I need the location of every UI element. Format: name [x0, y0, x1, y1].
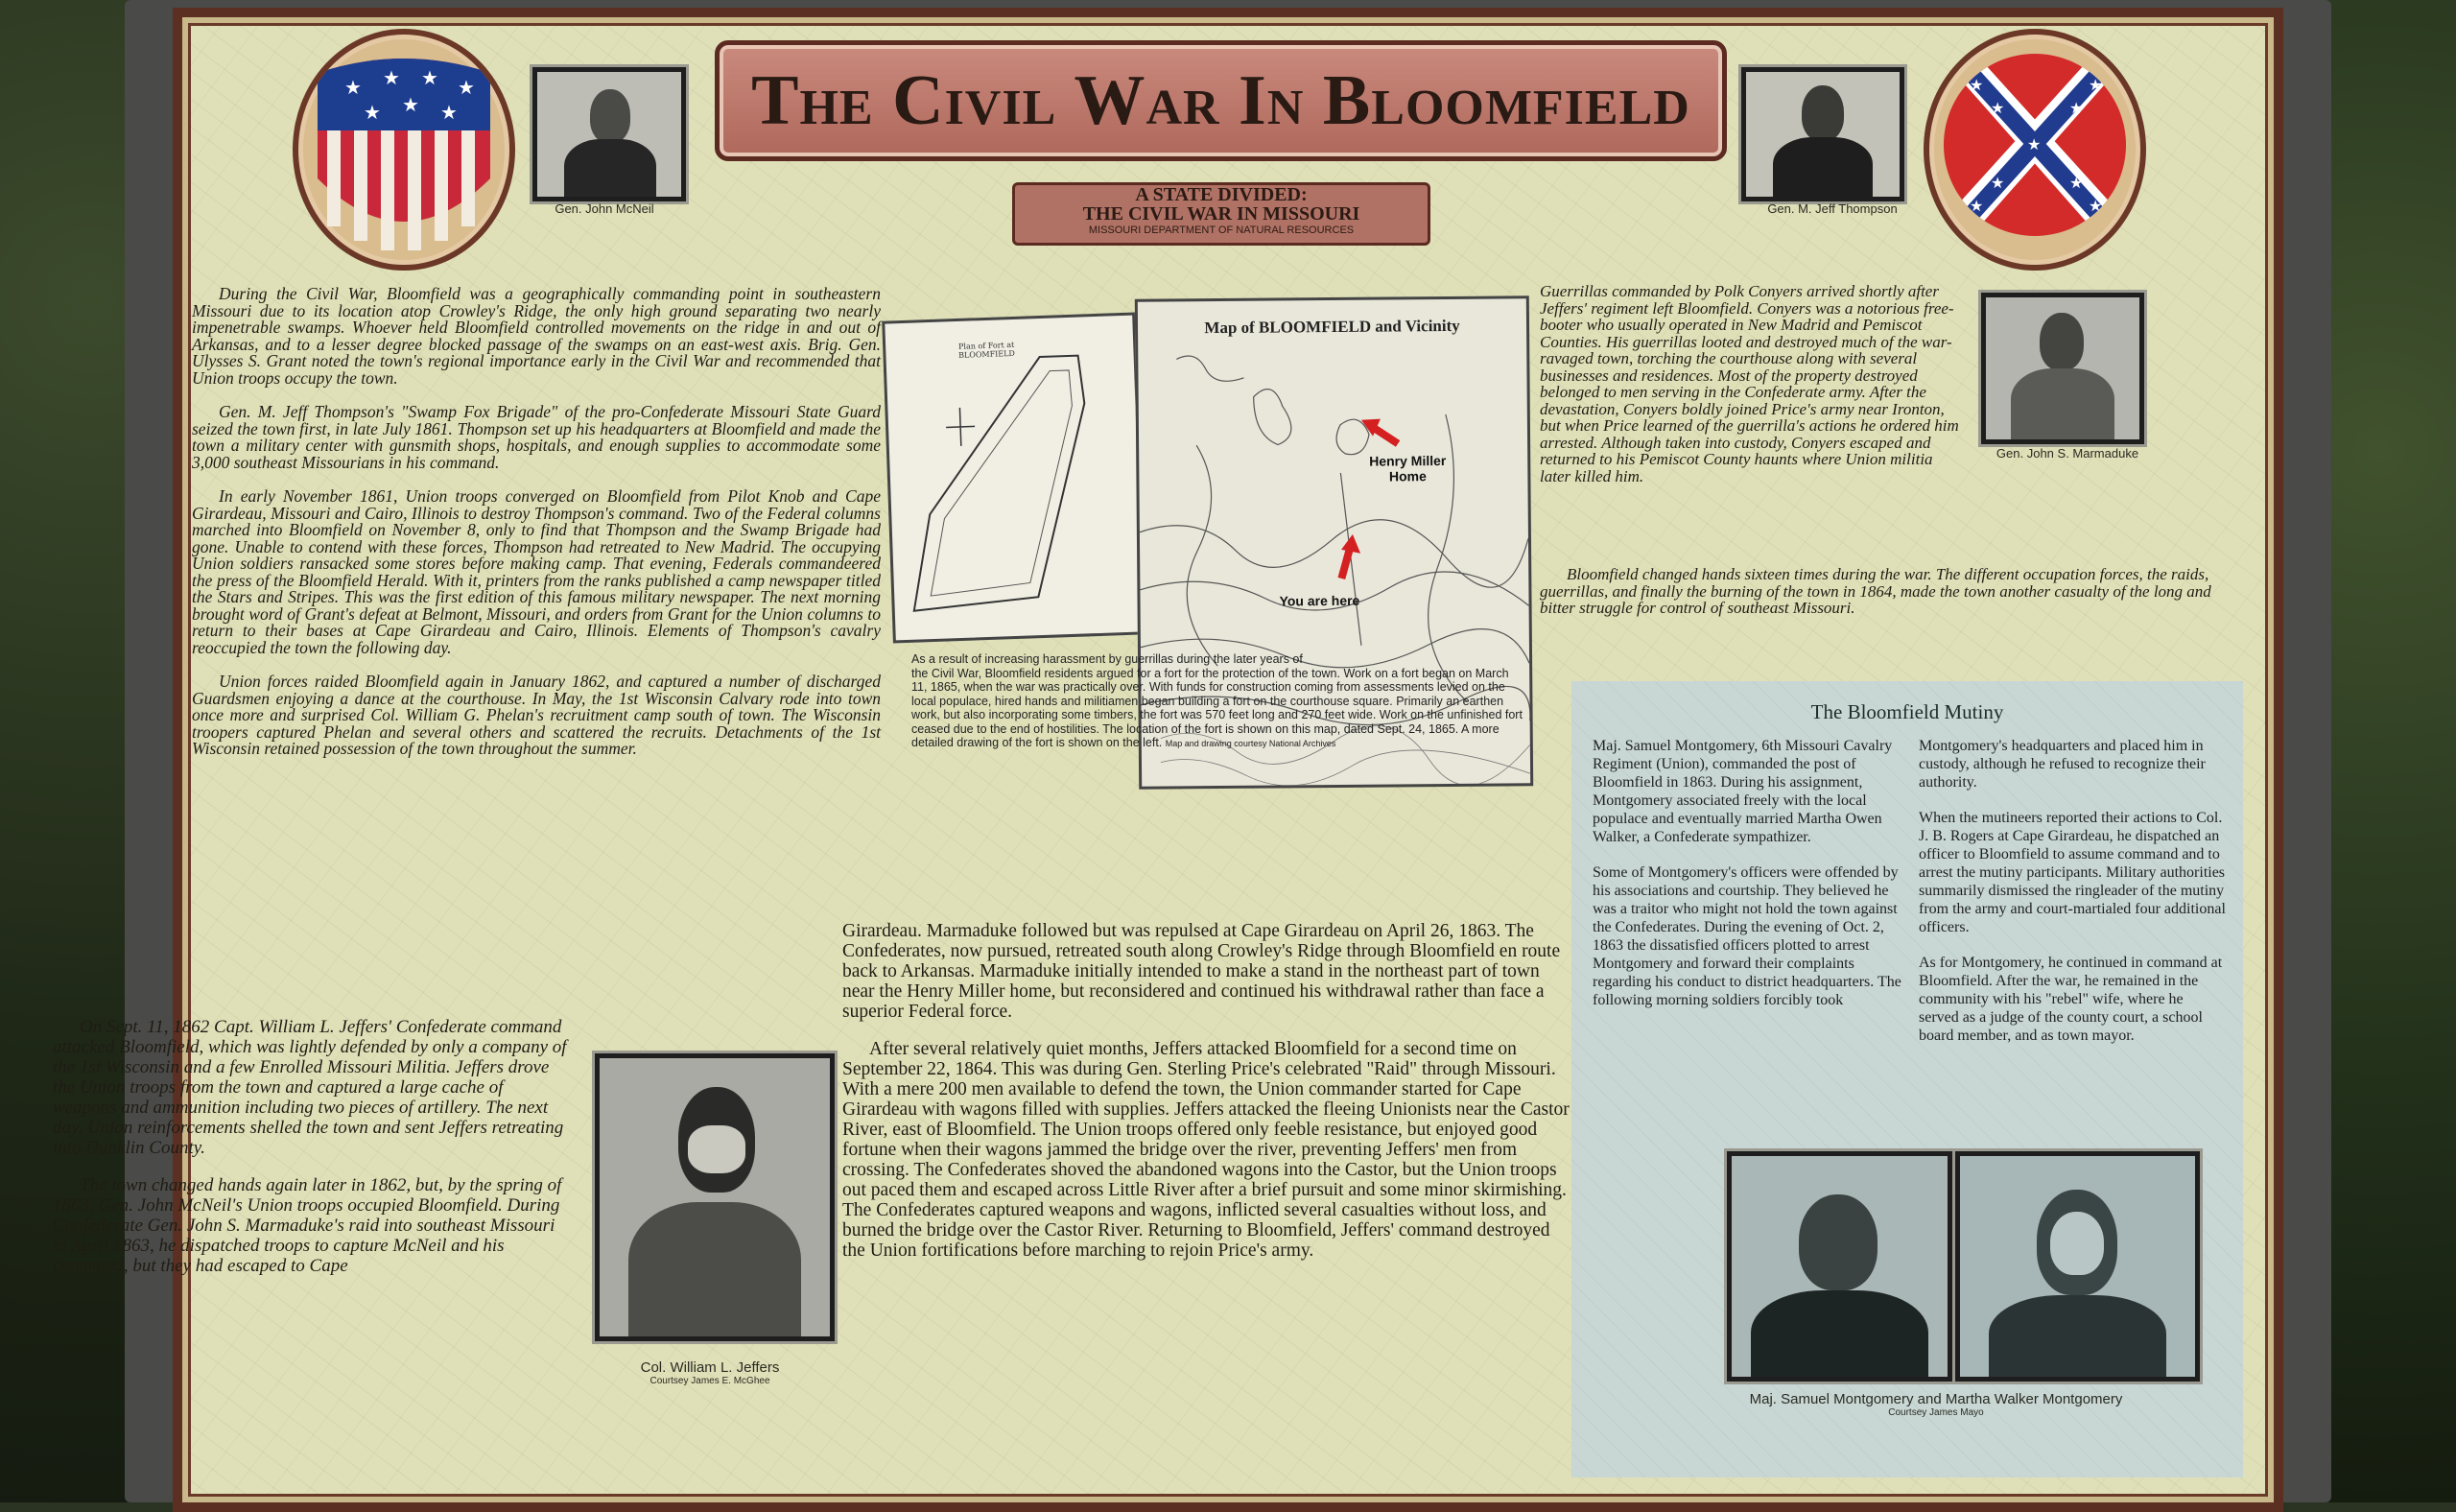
subtitle-line3: MISSOURI DEPARTMENT OF NATURAL RESOURCES: [1088, 224, 1355, 236]
caption-montgomery-names: Maj. Samuel Montgomery and Martha Walker Montgomery: [1749, 1391, 2123, 1407]
svg-text:★: ★: [2027, 135, 2042, 154]
map-label-henry-miller-home: Henry Miller Home: [1369, 452, 1447, 484]
caption-jeffers-name: Col. William L. Jeffers: [640, 1359, 780, 1376]
paragraph: During the Civil War, Bloomfield was a geographically commanding point in southeastern Missouri due to its location atop Crowley's Ridge, the only high ground separating two nearly impenetrable swamps. Whoever held Bloomfield controlled movements on the ridge in and out of Arkansas, and to a lesser degree blocked passage of the swamps on an east-west axis. Brig. Gen. Ulysses S. Grant noted the town's regional importance early in the Civil War and recommended that Union troops occupy the town.: [192, 284, 881, 388]
map-credit: Map and drawing courtesy National Archives: [1165, 739, 1336, 748]
paragraph: Bloomfield changed hands sixteen times during the war. The different occupation forces, the raids, guerrillas, and finally the burning of the town in 1864, made the town another casualty of the long and bitter struggle for control of southeast Missouri.: [1540, 565, 2211, 617]
svg-text:★: ★: [1970, 197, 1984, 215]
union-shield-icon: [298, 35, 509, 265]
left-column-text: [192, 286, 881, 775]
svg-text:★: ★: [2069, 99, 2084, 117]
subtitle-line1: A STATE DIVIDED:: [1135, 184, 1308, 205]
svg-text:★: ★: [1991, 99, 2005, 117]
map-label-you-are-here: You are here: [1279, 592, 1360, 609]
paragraph: Guerrillas commanded by Polk Conyers arrived shortly after Jeffers' regiment left Bloomfield. Conyers was a notorious free-booter who usually operated in New Madrid and Pemiscot Counties. His guerrillas looted and destroyed much of the war-ravaged town, torching the courthouse along with several businesses and residences. Most of the property destroyed belonged to men serving in the Confederate army. After the devastation, Conyers boldly joined Price's army near Ironton, but when Price learned of the guerrilla's actions he ordered him arrested. Although taken into custody, Conyers escaped and returned to his Pemiscot County haunts where Union militia later killed him.: [1540, 282, 1959, 485]
paragraph: In early November 1861, Union troops converged on Bloomfield from Pilot Knob and Cape Girardeau, Missouri and Cairo, Illinois to destroy Thompson's command. Two of the Federal columns marched into Bloomfield on November 8, only to find that Thompson and the Swamp Brigade had gone. Unable to contend with these forces, Thompson had retreated to New Madrid. The occupying Union soldiers ransacked some stores before making camp. That evening, Federals commandeered the press of the Bloomfield Herald. With it, printers from the ranks published a camp newspaper titled the Stars and Stripes. This was the first edition of this famous military newspaper. The next morning brought word of Grant's defeat at Belmont, Missouri, and orders from Grant for the Union columns to return to their bases at Cape Girardeau and Cairo, Illinois. Elements of Thompson's cavalry reoccupied the town the following day.: [192, 486, 881, 657]
fort-plan-title: Plan of Fort at BLOOMFIELD: [957, 340, 1016, 360]
title-plate: [715, 40, 1727, 161]
page-title: The Civil War In Bloomfield: [751, 60, 1690, 140]
paragraph: After several relatively quiet months, Jeffers attacked Bloomfield for a second time on September 22, 1864. This was during Gen. Sterling Price's celebrated "Raid" through Missouri. With a mere 200 men available to defend the town, the Union commander started for Cape Girardeau with wagons filled with supplies. Jeffers attacked the fleeing Unionists near the Castor River, east of Bloomfield. The Union troops offered only feeble resistance, but enjoyed good fortune when their wagons jammed the bridge over the river, preventing Jeffers' men from crossing. The Confederates shoved the abandoned wagons into the Castor, but the Union troops out paced them and escaped across Little River after a brief pursuit and some minor skirmishing. The Confederates captured weapons and wagons, inflicted several casualties without loss, and burned the bridge over the Castor River. Returning to Bloomfield, Jeffers' command destroyed the Union fortifications before marching to rejoin Price's army.: [842, 1039, 1570, 1261]
svg-text:★: ★: [344, 76, 362, 99]
portrait-jeffers: [595, 1053, 835, 1341]
map-caption: [911, 652, 1525, 892]
svg-text:★: ★: [2089, 197, 2103, 215]
subtitle-plate: [1012, 182, 1430, 246]
right-column-text-2: [1540, 566, 2211, 634]
portrait-mcneil: [532, 67, 686, 201]
paragraph: Maj. Samuel Montgomery, 6th Missouri Cavalry Regiment (Union), commanded the post of Bloomfield in 1863. During his assignment, Montgomery associated freely with the local populace and eventually married Martha Owen Walker, a Confederate sympathizer.: [1593, 738, 1893, 845]
paragraph: When the mutineers reported their actions to Col. J. B. Rogers at Cape Girardeau, he dispatched an officer to Bloomfield to assume command and to arrest the mutiny participants. Military authorities summarily dismissed the ringleader of the mutiny from the army and court-martialed four additional officers.: [1919, 810, 2226, 935]
caption-marmaduke: Gen. John S. Marmaduke: [1996, 446, 2139, 461]
confederate-flag-icon: [1929, 35, 2140, 265]
svg-text:★: ★: [458, 76, 475, 99]
paragraph: As for Montgomery, he continued in command at Bloomfield. After the war, he remained in the community with his "rebel" wife, where he served as a judge of the county court, a school board member, and as town mayor.: [1919, 955, 2223, 1044]
fort-plan-drawing: [882, 312, 1146, 643]
map-title: Map of BLOOMFIELD and Vicinity: [1204, 316, 1460, 338]
portrait-martha-montgomery: [1955, 1151, 2200, 1382]
confederate-flag-emblem: [1924, 29, 2146, 271]
right-column-text: [1540, 283, 1962, 502]
left-lower-text: [53, 1017, 571, 1293]
paragraph: Montgomery's headquarters and placed him in custody, although he refused to recognize their authority.: [1919, 738, 2206, 791]
paragraph: Some of Montgomery's officers were offended by his associations and courtship. They believed he was a traitor who might not hold the town against the Confederates. During the evening of Oct. 2, 1863 the dissatisfied officers plotted to arrest Montgomery and forward their complaints regarding his conduct to district headquarters. The following morning soldiers forcibly took: [1593, 864, 1901, 1008]
fort-outline-icon: [885, 316, 1143, 641]
caption-montgomery-credit: Courtsey James Mayo: [1888, 1407, 1984, 1418]
svg-text:★: ★: [383, 66, 400, 89]
paragraph: Girardeau. Marmaduke followed but was repulsed at Cape Girardeau on April 26, 1863. The Confederates, now pursued, retreated south along Crowley's Ridge through Bloomfield en route back to Arkansas. Marmaduke initially intended to make a stand in the northeast part of town near the Henry Miller home, but reconsidered and continued his withdrawal rather than face a superior Federal force.: [842, 921, 1561, 1022]
mutiny-title: The Bloomfield Mutiny: [1810, 700, 2004, 723]
portrait-samuel-montgomery: [1727, 1151, 1952, 1382]
svg-text:★: ★: [1970, 76, 1984, 94]
caption-thompson: Gen. M. Jeff Thompson: [1767, 201, 1898, 216]
paragraph: Gen. M. Jeff Thompson's "Swamp Fox Brigade" of the pro-Confederate Missouri State Guard seized the town first, in late July 1861. Thompson set up his headquarters at Bloomfield and made the town a military center with gunsmith shops, hospitals, and enough supplies to accommodate some 3,000 southeast Missourians in his command.: [192, 402, 881, 472]
paragraph: Union forces raided Bloomfield again in January 1862, and captured a number of discharged Guardsmen enjoying a dance at the courthouse. In May, the 1st Wisconsin Calvary rode into town once more and surprised Col. William G. Phelan's recruitment camp south of town. The Wisconsin troopers captured Phelan and several others and scattered the recruits. Detachments of the 1st Wisconsin retained possession of the town throughout the summer.: [192, 672, 881, 758]
mutiny-col2: [1919, 737, 2226, 1062]
portrait-thompson: [1741, 67, 1904, 201]
caption-jeffers-credit: Courtsey James E. McGhee: [649, 1376, 770, 1386]
middle-column-text: [842, 921, 1573, 1278]
union-shield-emblem: [293, 29, 515, 271]
map-caption-text: As a result of increasing harassment by guerrillas during the later years of the Civil War, Bloomfield residents argued for a fort for the protection of the town. Work on a fort began on March 11, 1865, when the war was practically over. With funds for construction coming from assessments levied on the local populace, hired hands and militiamen began building a fort on the courthouse square. Primarily an earthen work, but also incorporating some timbers, the fort was 570 feet long and 270 feet wide. Work on the unfinished fort ceased due to the end of hostilities. The location of the fort is shown on this map, dated Sept. 24, 1865. A more detailed drawing of the fort is shown on the left.: [911, 652, 1523, 749]
subtitle-line2: THE CIVIL WAR IN MISSOURI: [1082, 203, 1360, 224]
svg-text:★: ★: [2089, 76, 2103, 94]
paragraph: The town changed hands again later in 1862, but, by the spring of 1863, Gen. John McNeil's Union troops occupied Bloomfield. During Confederate Gen. John S. Marmaduke's raid into southeast Missouri in April 1863, he dispatched troops to capture McNeil and his command, but they had escaped to Cape: [53, 1175, 562, 1276]
paragraph: On Sept. 11, 1862 Capt. William L. Jeffers' Confederate command attacked Bloomfield, which was lightly defended by only a company of the 1st Wisconsin and a few Enrolled Missouri Militia. Jeffers drove the Union troops from the town and captured a large cache of weapons and ammunition including two pieces of artillery. The next day, Union reinforcements shelled the town and sent Jeffers retreating into Dunklin County.: [53, 1017, 567, 1158]
caption-jeffers: [576, 1359, 844, 1386]
svg-text:★: ★: [1991, 174, 2005, 192]
svg-text:★: ★: [2069, 174, 2084, 192]
svg-text:★: ★: [364, 101, 381, 124]
portrait-marmaduke: [1981, 293, 2144, 444]
svg-text:★: ★: [402, 93, 419, 116]
caption-mcneil: Gen. John McNeil: [555, 201, 654, 216]
mutiny-col1: [1593, 737, 1904, 1027]
mutiny-panel: [1571, 681, 2243, 1477]
svg-text:★: ★: [421, 66, 438, 89]
svg-text:★: ★: [440, 101, 458, 124]
caption-montgomery: [1667, 1391, 2205, 1418]
